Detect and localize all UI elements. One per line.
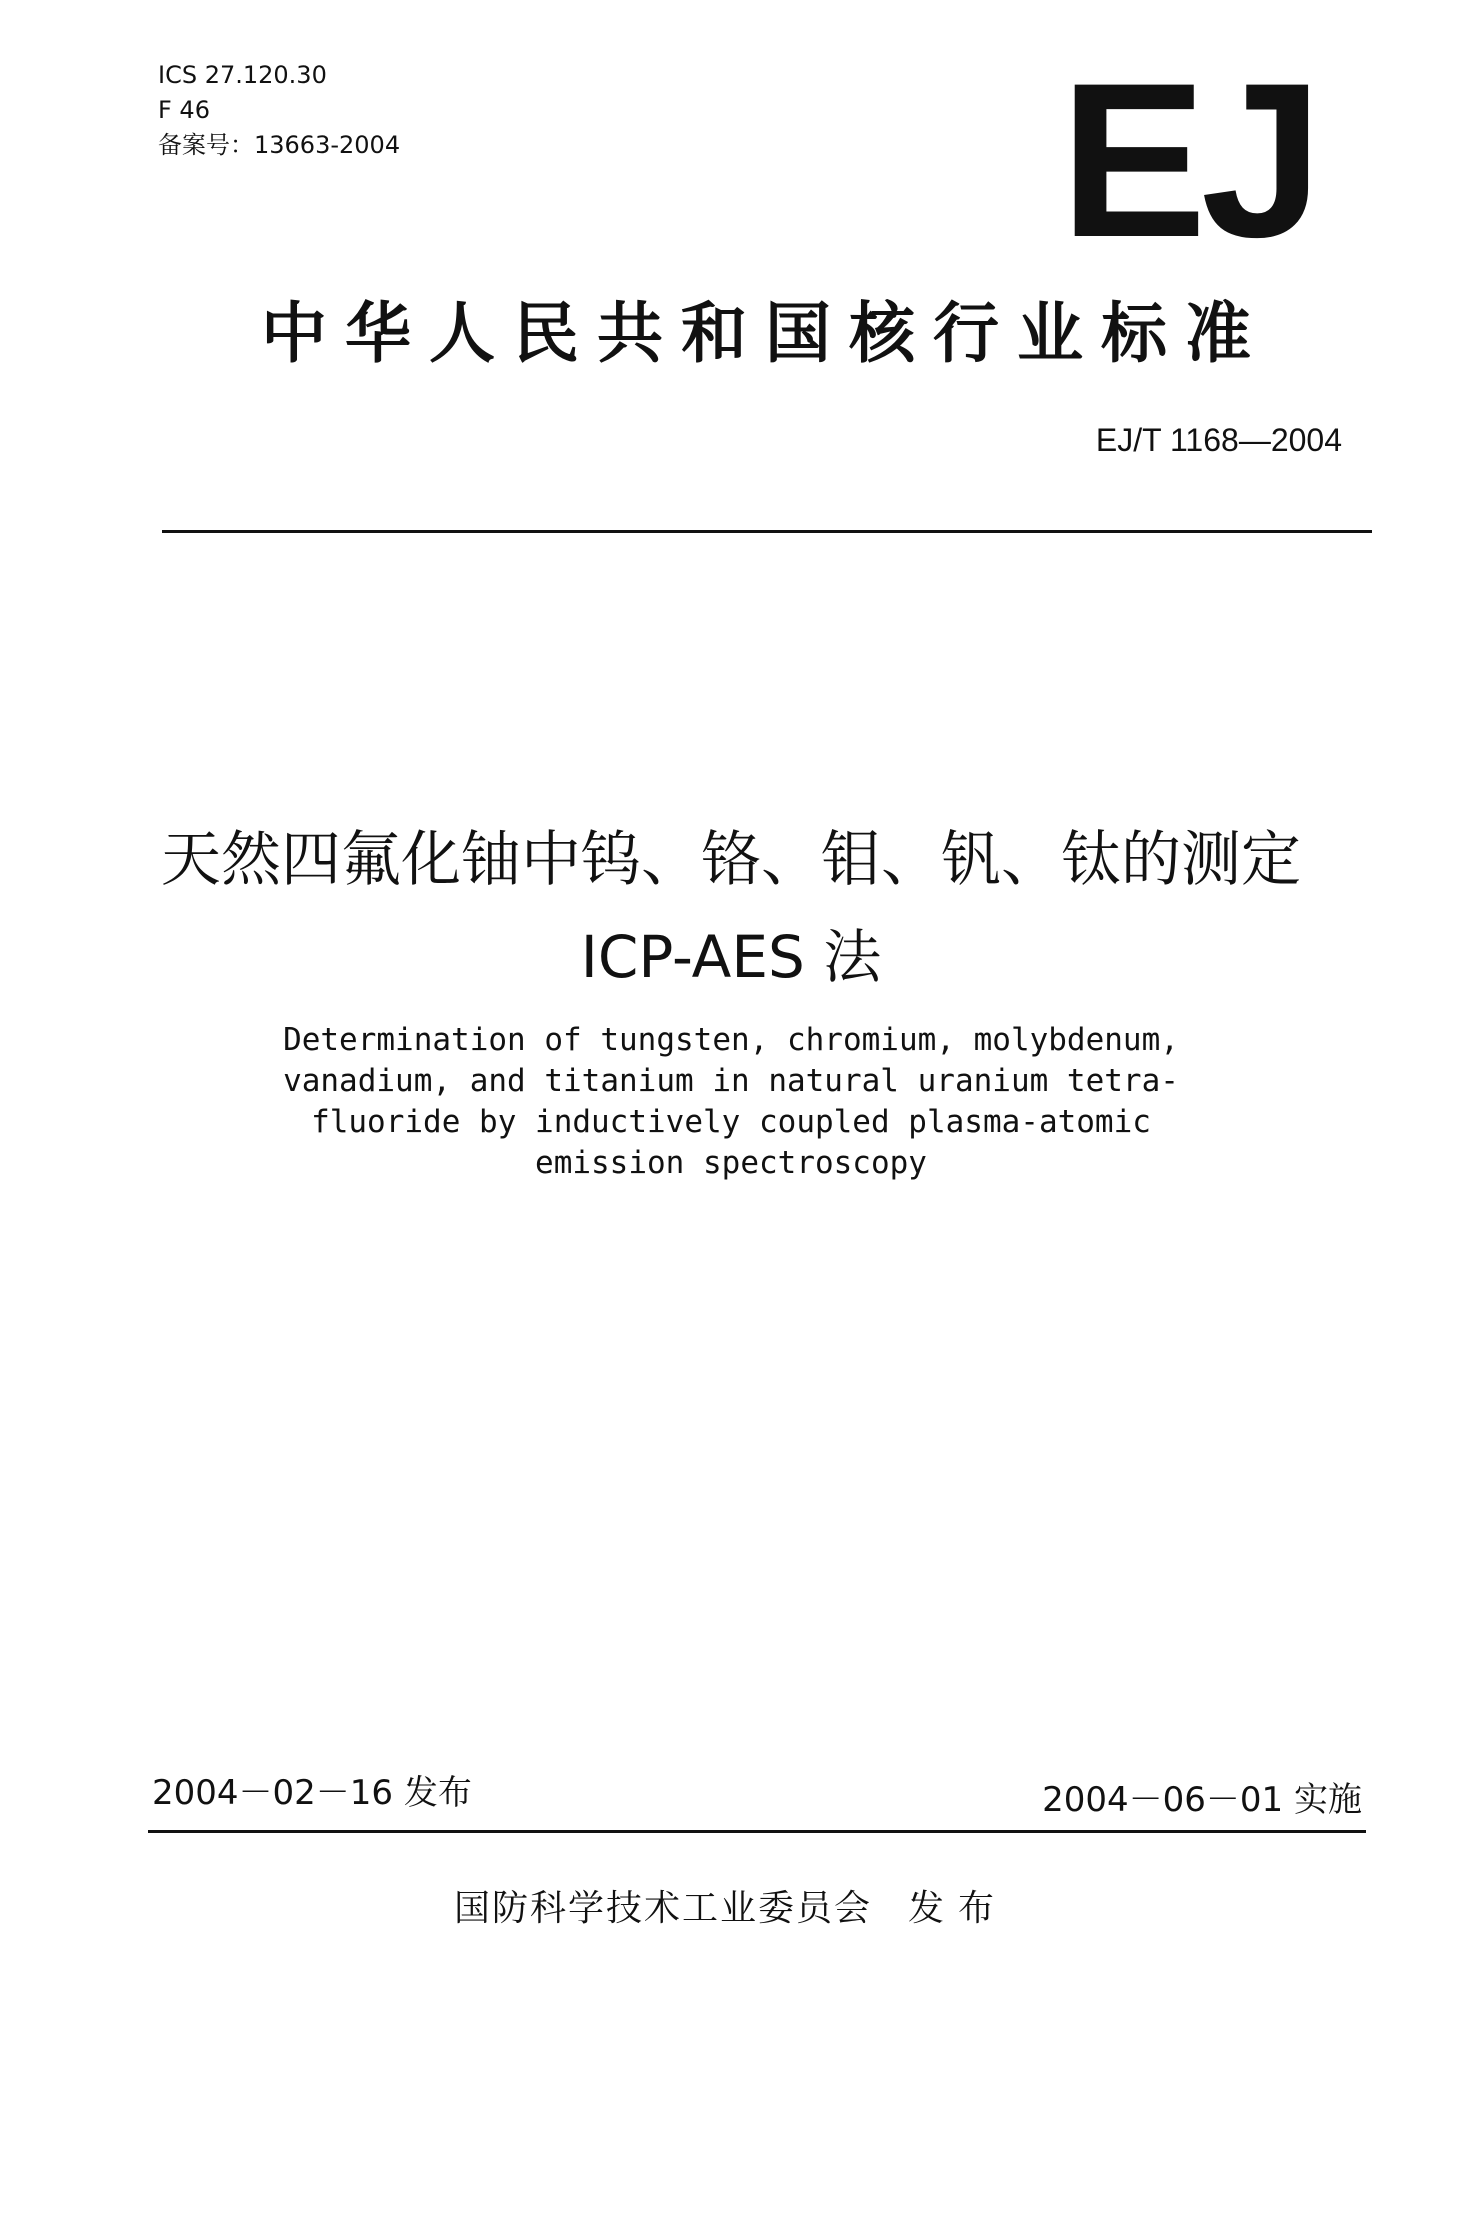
standard-title: 中华人民共和国核行业标准 (261, 295, 1269, 372)
chinese-title-line2: ICP-AES 法 (580, 923, 882, 991)
bottom-divider (148, 1830, 1366, 1833)
ej-logo: EJ (1060, 37, 1318, 283)
classification-block (158, 58, 400, 163)
publisher-line (0, 1880, 1462, 1931)
english-title (0, 1020, 1462, 1184)
filing-number: 备案号：13663-2004 (158, 131, 401, 159)
standard-number: EJ/T 1168—2004 (1095, 422, 1342, 458)
effective-date: 2004－06－01 实施 (1042, 1780, 1362, 1820)
ccs-code: F 46 (158, 96, 210, 124)
english-title-line: vanadium, and titanium in natural uranium tetra- (283, 1063, 1179, 1099)
english-title-line: fluoride by inductively coupled plasma-atomic (311, 1104, 1151, 1140)
english-title-line: emission spectroscopy (535, 1145, 927, 1181)
ics-code: ICS 27.120.30 (158, 61, 327, 89)
publisher-organization: 国防科学技术工业委员会 (453, 1888, 872, 1929)
issue-date: 2004－02－16 发布 (152, 1773, 472, 1813)
chinese-title-line1: 天然四氟化铀中钨、铬、钼、钒、钛的测定 (161, 825, 1301, 895)
english-title-line: Determination of tungsten, chromium, molybdenum, (283, 1022, 1179, 1058)
top-divider (162, 530, 1372, 533)
publisher-action: 发布 (908, 1888, 1009, 1929)
